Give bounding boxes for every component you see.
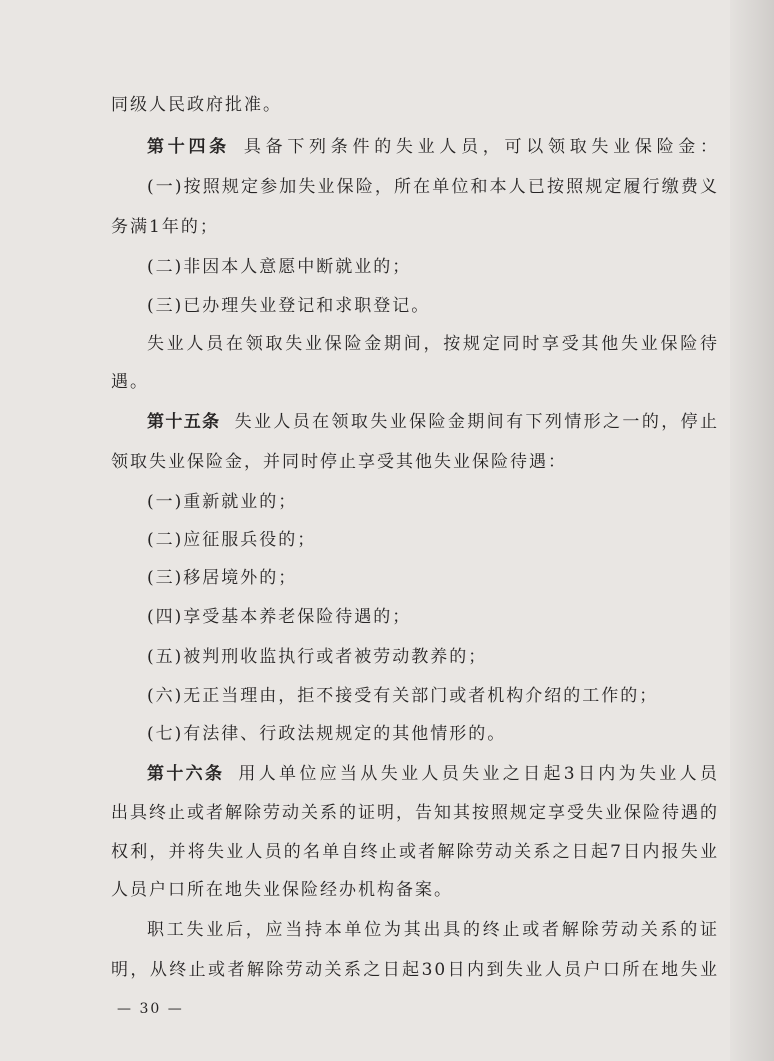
text-line: 失业人员在领取失业保险金期间，按规定同时享受其他失业保险待 <box>147 334 719 354</box>
text-line: 领取失业保险金，并同时停止享受其他失业保险待遇： <box>111 452 567 472</box>
article-number: 第十五条 <box>147 412 221 432</box>
text-line: (七)有法律、行政法规规定的其他情形的。 <box>147 724 507 744</box>
text-line: 明，从终止或者解除劳动关系之日起30日内到失业人员户口所在地失业 <box>111 960 719 980</box>
text-line: (六)无正当理由，拒不接受有关部门或者机构介绍的工作的； <box>147 686 659 706</box>
text-line: (三)已办理失业登记和求职登记。 <box>147 296 431 316</box>
article-16-heading: 第十六条 用人单位应当从失业人员失业之日起3日内为失业人员 <box>147 764 719 784</box>
page-number: — 30 — <box>117 1001 184 1017</box>
article-number: 第十六条 <box>147 764 225 784</box>
text-line: 权利，并将失业人员的名单自终止或者解除劳动关系之日起7日内报失业 <box>111 842 719 862</box>
text-line: (一)重新就业的； <box>147 492 298 512</box>
text-line: 务满1年的； <box>111 217 219 237</box>
article-number: 第十四条 <box>147 137 230 157</box>
article-15-heading: 第十五条 失业人员在领取失业保险金期间有下列情形之一的，停止 <box>147 412 720 432</box>
text-line: 出具终止或者解除劳动关系的证明，告知其按照规定享受失业保险待遇的 <box>111 803 719 823</box>
text-line: (一)按照规定参加失业保险，所在单位和本人已按照规定履行缴费义 <box>147 177 719 197</box>
page-edge-shadow <box>730 0 774 1061</box>
text-line: (二)应征服兵役的； <box>147 530 317 550</box>
text-line: 职工失业后，应当持本单位为其出具的终止或者解除劳动关系的证 <box>147 920 719 940</box>
text-line: 遇。 <box>111 372 149 392</box>
text-line: 人员户口所在地失业保险经办机构备案。 <box>111 880 453 900</box>
article-14-heading: 第十四条 具备下列条件的失业人员，可以领取失业保险金： <box>147 137 720 157</box>
text-line: (四)享受基本养老保险待遇的； <box>147 607 412 627</box>
text-line: 同级人民政府批准。 <box>111 95 282 115</box>
text-line: (五)被判刑收监执行或者被劳动教养的； <box>147 647 488 667</box>
text-line: (二)非因本人意愿中断就业的； <box>147 257 412 277</box>
text-line: (三)移居境外的； <box>147 568 298 588</box>
